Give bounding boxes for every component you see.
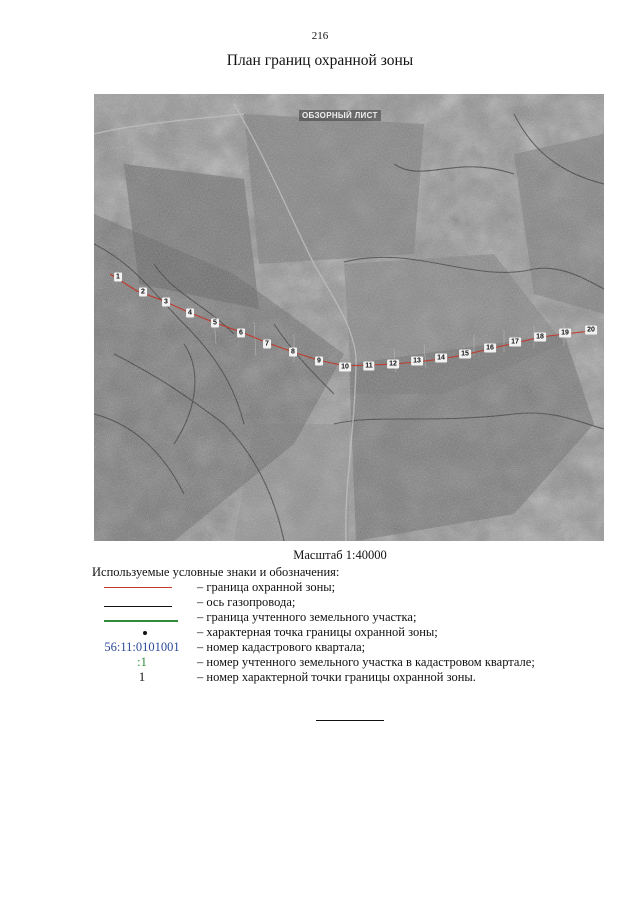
- boundary-point-label: 13: [413, 357, 421, 365]
- boundary-point-label: 1: [116, 273, 120, 281]
- boundary-point-label: 3: [164, 298, 168, 306]
- boundary-point-label: 8: [291, 348, 295, 356]
- legend-item-zone-boundary: [92, 580, 612, 595]
- page-number: 216: [311, 30, 329, 42]
- boundary-point-label: 15: [461, 350, 469, 358]
- boundary-point-label: 12: [389, 360, 397, 368]
- legend-item-parcel-boundary: [92, 610, 612, 625]
- boundary-point-label: 4: [188, 309, 192, 317]
- boundary-point-label: 10: [341, 363, 349, 371]
- legend-item-pipeline-axis: [92, 595, 612, 610]
- green-line-symbol: [92, 610, 192, 625]
- parcel-number-symbol: :1: [137, 655, 147, 669]
- boundary-point-label: 17: [511, 338, 519, 346]
- legend-item-cadastral-quarter: [92, 640, 612, 655]
- boundary-point-label: 16: [486, 344, 494, 352]
- legend-text: – граница учтенного земельного участка;: [197, 610, 417, 624]
- boundary-point-label: 18: [536, 333, 544, 341]
- footer-rule: [316, 720, 384, 721]
- legend-text: – ось газопровода;: [197, 595, 296, 609]
- boundary-point-label: 20: [587, 326, 595, 334]
- legend-item-characteristic-point: [92, 625, 612, 640]
- boundary-point-label: 6: [239, 329, 243, 337]
- boundary-point-label: 11: [365, 362, 373, 370]
- legend-heading: Используемые условные знаки и обозначения:: [92, 565, 340, 579]
- overview-sheet-label: ОБЗОРНЫЙ ЛИСТ: [299, 110, 381, 121]
- dot-symbol: [92, 625, 192, 640]
- legend-text: – номер учтенного земельного участка в кадастровом квартале;: [197, 655, 535, 669]
- boundary-point-label: 7: [265, 340, 269, 348]
- black-line-symbol: [92, 595, 192, 610]
- legend-text: – граница охранной зоны;: [197, 580, 336, 594]
- legend-text: – номер кадастрового квартала;: [197, 640, 366, 654]
- boundary-point-label: 14: [437, 354, 445, 362]
- boundary-point-label: 2: [141, 288, 145, 296]
- satellite-map: [94, 94, 604, 541]
- cadastral-quarter-symbol: 56:11:0101001: [104, 640, 180, 654]
- map-imagery: [94, 94, 604, 541]
- boundary-point-label: 5: [213, 319, 217, 327]
- map-scale: Масштаб 1:40000: [293, 548, 387, 562]
- legend-item-parcel-number: [92, 655, 612, 670]
- point-number-symbol: 1: [138, 670, 146, 684]
- legend-text: – характерная точка границы охранной зоны;: [197, 625, 438, 639]
- boundary-point-label: 9: [317, 357, 321, 365]
- page-title: План границ охранной зоны: [226, 52, 414, 69]
- boundary-point-label: 19: [561, 329, 569, 337]
- legend-item-point-number: [92, 670, 612, 685]
- legend-text: – номер характерной точки границы охранной зоны.: [197, 670, 476, 684]
- legend: [92, 580, 612, 685]
- red-line-symbol: [92, 580, 192, 595]
